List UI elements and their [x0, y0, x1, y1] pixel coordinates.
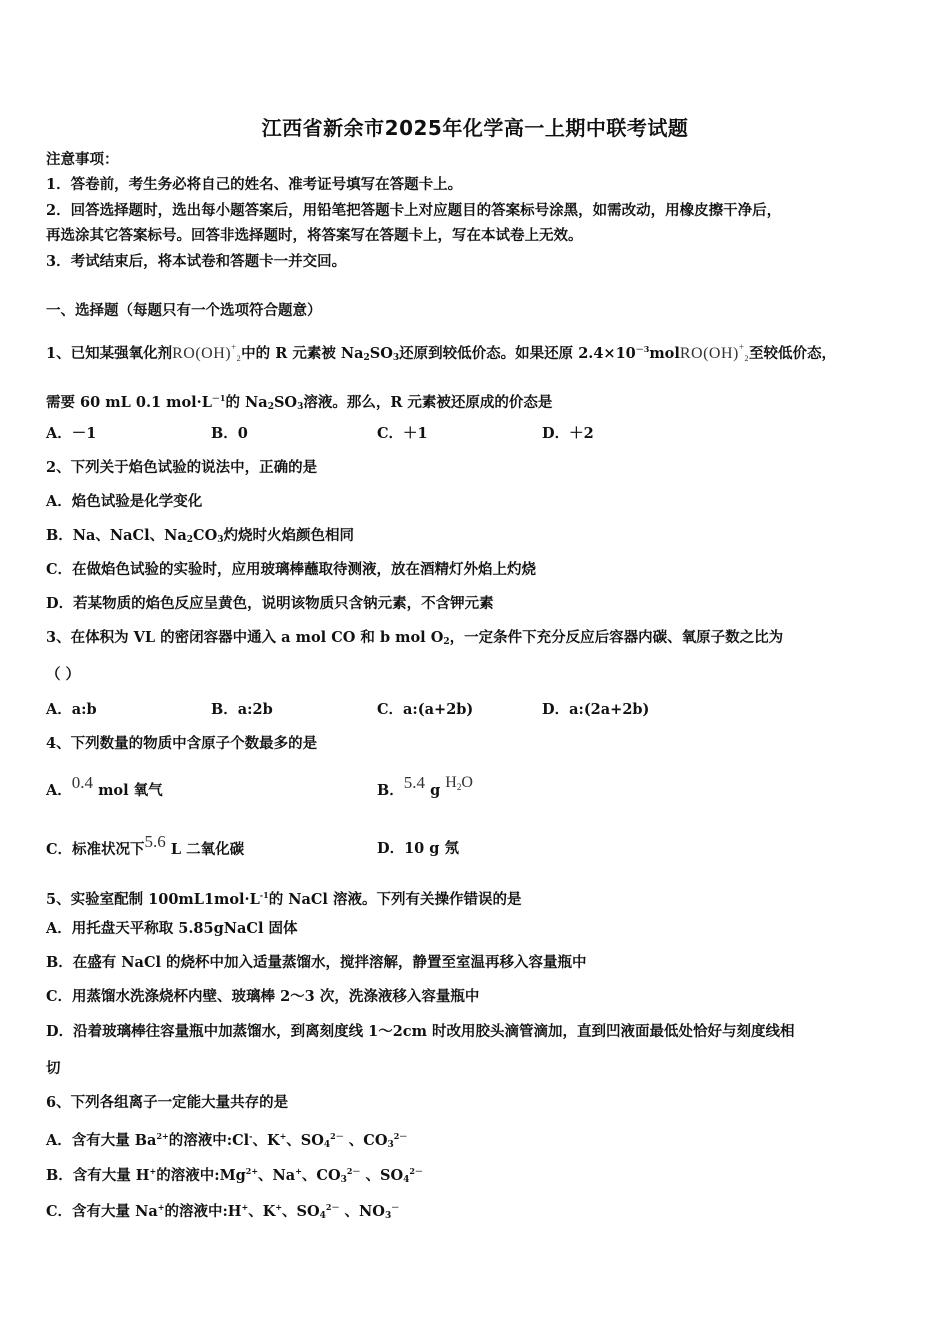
q5-option-d-line-1[interactable]: D．沿着玻璃棒往容量瓶中加蒸馏水，到离刻度线 1～2cm 时改用胶头滴管滴加，直到凹液面最低处恰好与刻度线相	[46, 1023, 795, 1040]
q4-option-d[interactable]: D．10 g 氖	[377, 840, 459, 857]
question-1-line-1: 1、已知某强氧化剂RO(OH)+2中的 R 元素被 $Na_2SO_3$还原到较低价态。如果还原 $2.4\times 10^{-3}molRO(OH)^+2$至较低价态，	[46, 342, 836, 363]
q3-answer-paren: （ ）	[46, 666, 81, 683]
q5-option-b[interactable]: B．在盛有 NaCl 的烧杯中加入适量蒸馏水，搅拌溶解，静置至室温再移入容量瓶中	[46, 954, 587, 971]
q3-option-a[interactable]: A．a:b	[46, 701, 97, 718]
q4-option-b[interactable]: B．5.4 g H2O	[377, 773, 473, 799]
q6-option-a[interactable]: A．含有大量 $Ba^{2+}$的溶液中:Cl-、K+、$SO_4^{2-}$ 、$CO_3^{2-}$	[46, 1131, 408, 1150]
q3-option-c[interactable]: C．a:(a+2b)	[377, 701, 474, 718]
note-3: 3．考试结束后，将本试卷和答题卡一并交回。	[46, 253, 347, 270]
q4-option-a[interactable]: A．0.4 mol 氧气	[46, 773, 163, 799]
exam-title: 江西省新余市2025年化学高一上期中联考试题	[261, 116, 689, 140]
note-2-line-2: 再选涂其它答案标号。回答非选择题时，将答案写在答题卡上，写在本试卷上无效。	[46, 227, 583, 244]
q2-option-c[interactable]: C．在做焰色试验的实验时，应用玻璃棒蘸取待测液，放在酒精灯外焰上灼烧	[46, 561, 537, 578]
q1-formula-2: RO(OH)+2	[679, 342, 749, 363]
q1-option-b[interactable]: B．0	[211, 425, 248, 442]
q1-text: 1、已知某强氧化剂	[46, 345, 173, 362]
question-5-stem: 5、实验室配制 $100mL1mol\cdot L^{-1}$的 NaCl 溶液。下列有关操作错误的是	[46, 890, 522, 908]
question-1-line-2: 需要 60 mL 0.1 $mol\cdot L^{-1}$的 $Na_2SO_3$溶液。那么，R 元素被还原成的价态是	[46, 393, 553, 412]
note-1: 1．答卷前，考生务必将自己的姓名、准考证号填写在答题卡上。	[46, 176, 463, 193]
question-3-stem: 3、在体积为 VL 的密闭容器中通入 a mol CO 和 b mol $O_2$，一定条件下充分反应后容器内碳、氧原子数之比为	[46, 629, 784, 647]
q1-option-a[interactable]: A．－1	[46, 425, 97, 442]
q3-option-d[interactable]: D．a:(2a+2b)	[542, 701, 650, 718]
q1-formula: RO(OH)+2	[172, 342, 242, 363]
notes-heading: 注意事项：	[46, 151, 119, 168]
q5-option-c[interactable]: C．用蒸馏水洗涤烧杯内壁、玻璃棒 2～3 次，洗涤液移入容量瓶中	[46, 988, 480, 1005]
question-6-stem: 6、下列各组离子一定能大量共存的是	[46, 1094, 289, 1111]
question-4-stem: 4、下列数量的物质中含原子个数最多的是	[46, 735, 318, 752]
q2-option-a[interactable]: A．焰色试验是化学变化	[46, 493, 203, 510]
q5-option-a[interactable]: A．用托盘天平称取 5.85gNaCl 固体	[46, 920, 298, 937]
note-2-line-1: 2．回答选择题时，选出每小题答案后，用铅笔把答题卡上对应题目的答案标号涂黑，如需改动，用橡皮擦干净后，	[46, 202, 782, 219]
q6-option-c[interactable]: C．含有大量 Na+的溶液中:H+、K+、$SO_4^{2-}$ 、$NO_3^-$	[46, 1202, 400, 1221]
q2-option-b[interactable]: B．Na、NaCl、$Na_2CO_3$灼烧时火焰颜色相同	[46, 527, 354, 545]
q1-option-c[interactable]: C．＋1	[377, 425, 428, 442]
q3-option-b[interactable]: B．a:2b	[211, 701, 273, 718]
question-2-stem: 2、下列关于焰色试验的说法中，正确的是	[46, 459, 318, 476]
q2-option-d[interactable]: D．若某物质的焰色反应呈黄色，说明该物质只含钠元素，不含钾元素	[46, 595, 494, 612]
q4-option-c[interactable]: C．标准状况下5.6 L 二氧化碳	[46, 832, 245, 858]
q6-option-b[interactable]: B．含有大量 H+的溶液中$:Mg^{2+}$、Na+、$CO_3^{2-}$ 、$SO_4^{2-}$	[46, 1166, 423, 1185]
q5-option-d-line-2: 切	[46, 1060, 61, 1077]
q1-option-d[interactable]: D．＋2	[542, 425, 594, 442]
section-heading: 一、选择题（每题只有一个选项符合题意）	[46, 302, 322, 319]
